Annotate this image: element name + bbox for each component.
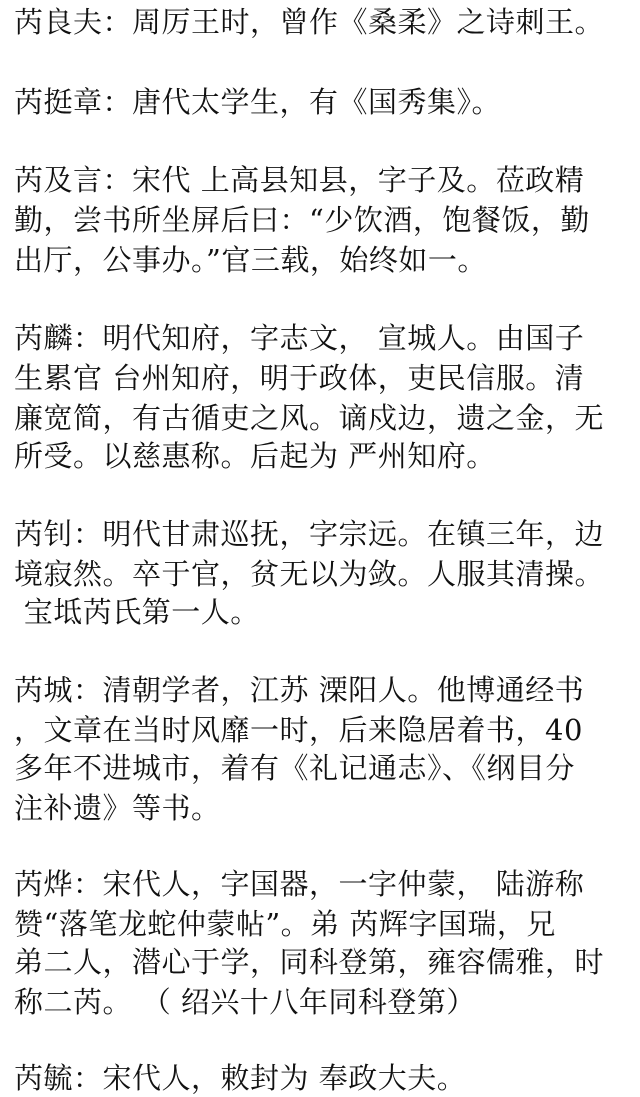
entry-line: 注补遗》等书。 xyxy=(14,791,221,825)
entry-line: 弟二人，潜心于学，同科登第，雍容儒雅，时 xyxy=(14,945,605,979)
entry-line: 境寂然。卒于官，贫无以为敛。人服其清操。 xyxy=(14,557,605,591)
entry-line: 芮麟：明代知府，字志文， 宣城人。由国子 xyxy=(14,321,585,355)
entry-line: 赞“落笔龙蛇仲蒙帖”。弟 芮辉字国瑞，兄 xyxy=(14,907,556,941)
entry-line: 芮城：清朝学者，江苏 溧阳人。他博通经书 xyxy=(14,673,585,707)
entry-line: 芮钊：明代甘肃巡抚，字宗远。在镇三年，边 xyxy=(14,517,605,551)
entry-line: 芮烨：宋代人，字国器，一字仲蒙， 陆游称 xyxy=(14,867,585,901)
entry-line: 芮良夫：周厉王时，曾作《桑柔》之诗刺王。 xyxy=(14,5,605,39)
entry-line: 芮挺章：唐代太学生，有《国秀集》。 xyxy=(14,85,502,119)
entry-line: 宝坻芮氏第一人。 xyxy=(14,595,260,629)
entry-line: 称二芮。 （ 绍兴十八年同科登第） xyxy=(14,985,476,1019)
entry-line: 所受。以慈惠称。后起为 严州知府。 xyxy=(14,439,496,473)
entry-line: 多年不进城市，着有《礼记通志》、《纲目分 xyxy=(14,751,576,785)
entry-line: 芮毓：宋代人，敕封为 奉政大夫。 xyxy=(14,1061,467,1095)
entry-line: 芮及言：宋代 上高县知县，字子及。莅政精 xyxy=(14,163,585,197)
entry-line: 廉宽简，有古循吏之风。谪戍边，遗之金，无 xyxy=(14,401,605,435)
entry-line: 出厅，公事办。”官三载，始终如一。 xyxy=(14,243,487,277)
entry-line: 勤，尝书所坐屏后曰：“少饮酒，饱餐饭，勤 xyxy=(14,203,590,237)
entry-line: 生累官 台州知府，明于政体，吏民信服。清 xyxy=(14,361,585,395)
entry-line: ，文章在当时风靡一时，后来隐居着书，40 xyxy=(14,713,583,747)
